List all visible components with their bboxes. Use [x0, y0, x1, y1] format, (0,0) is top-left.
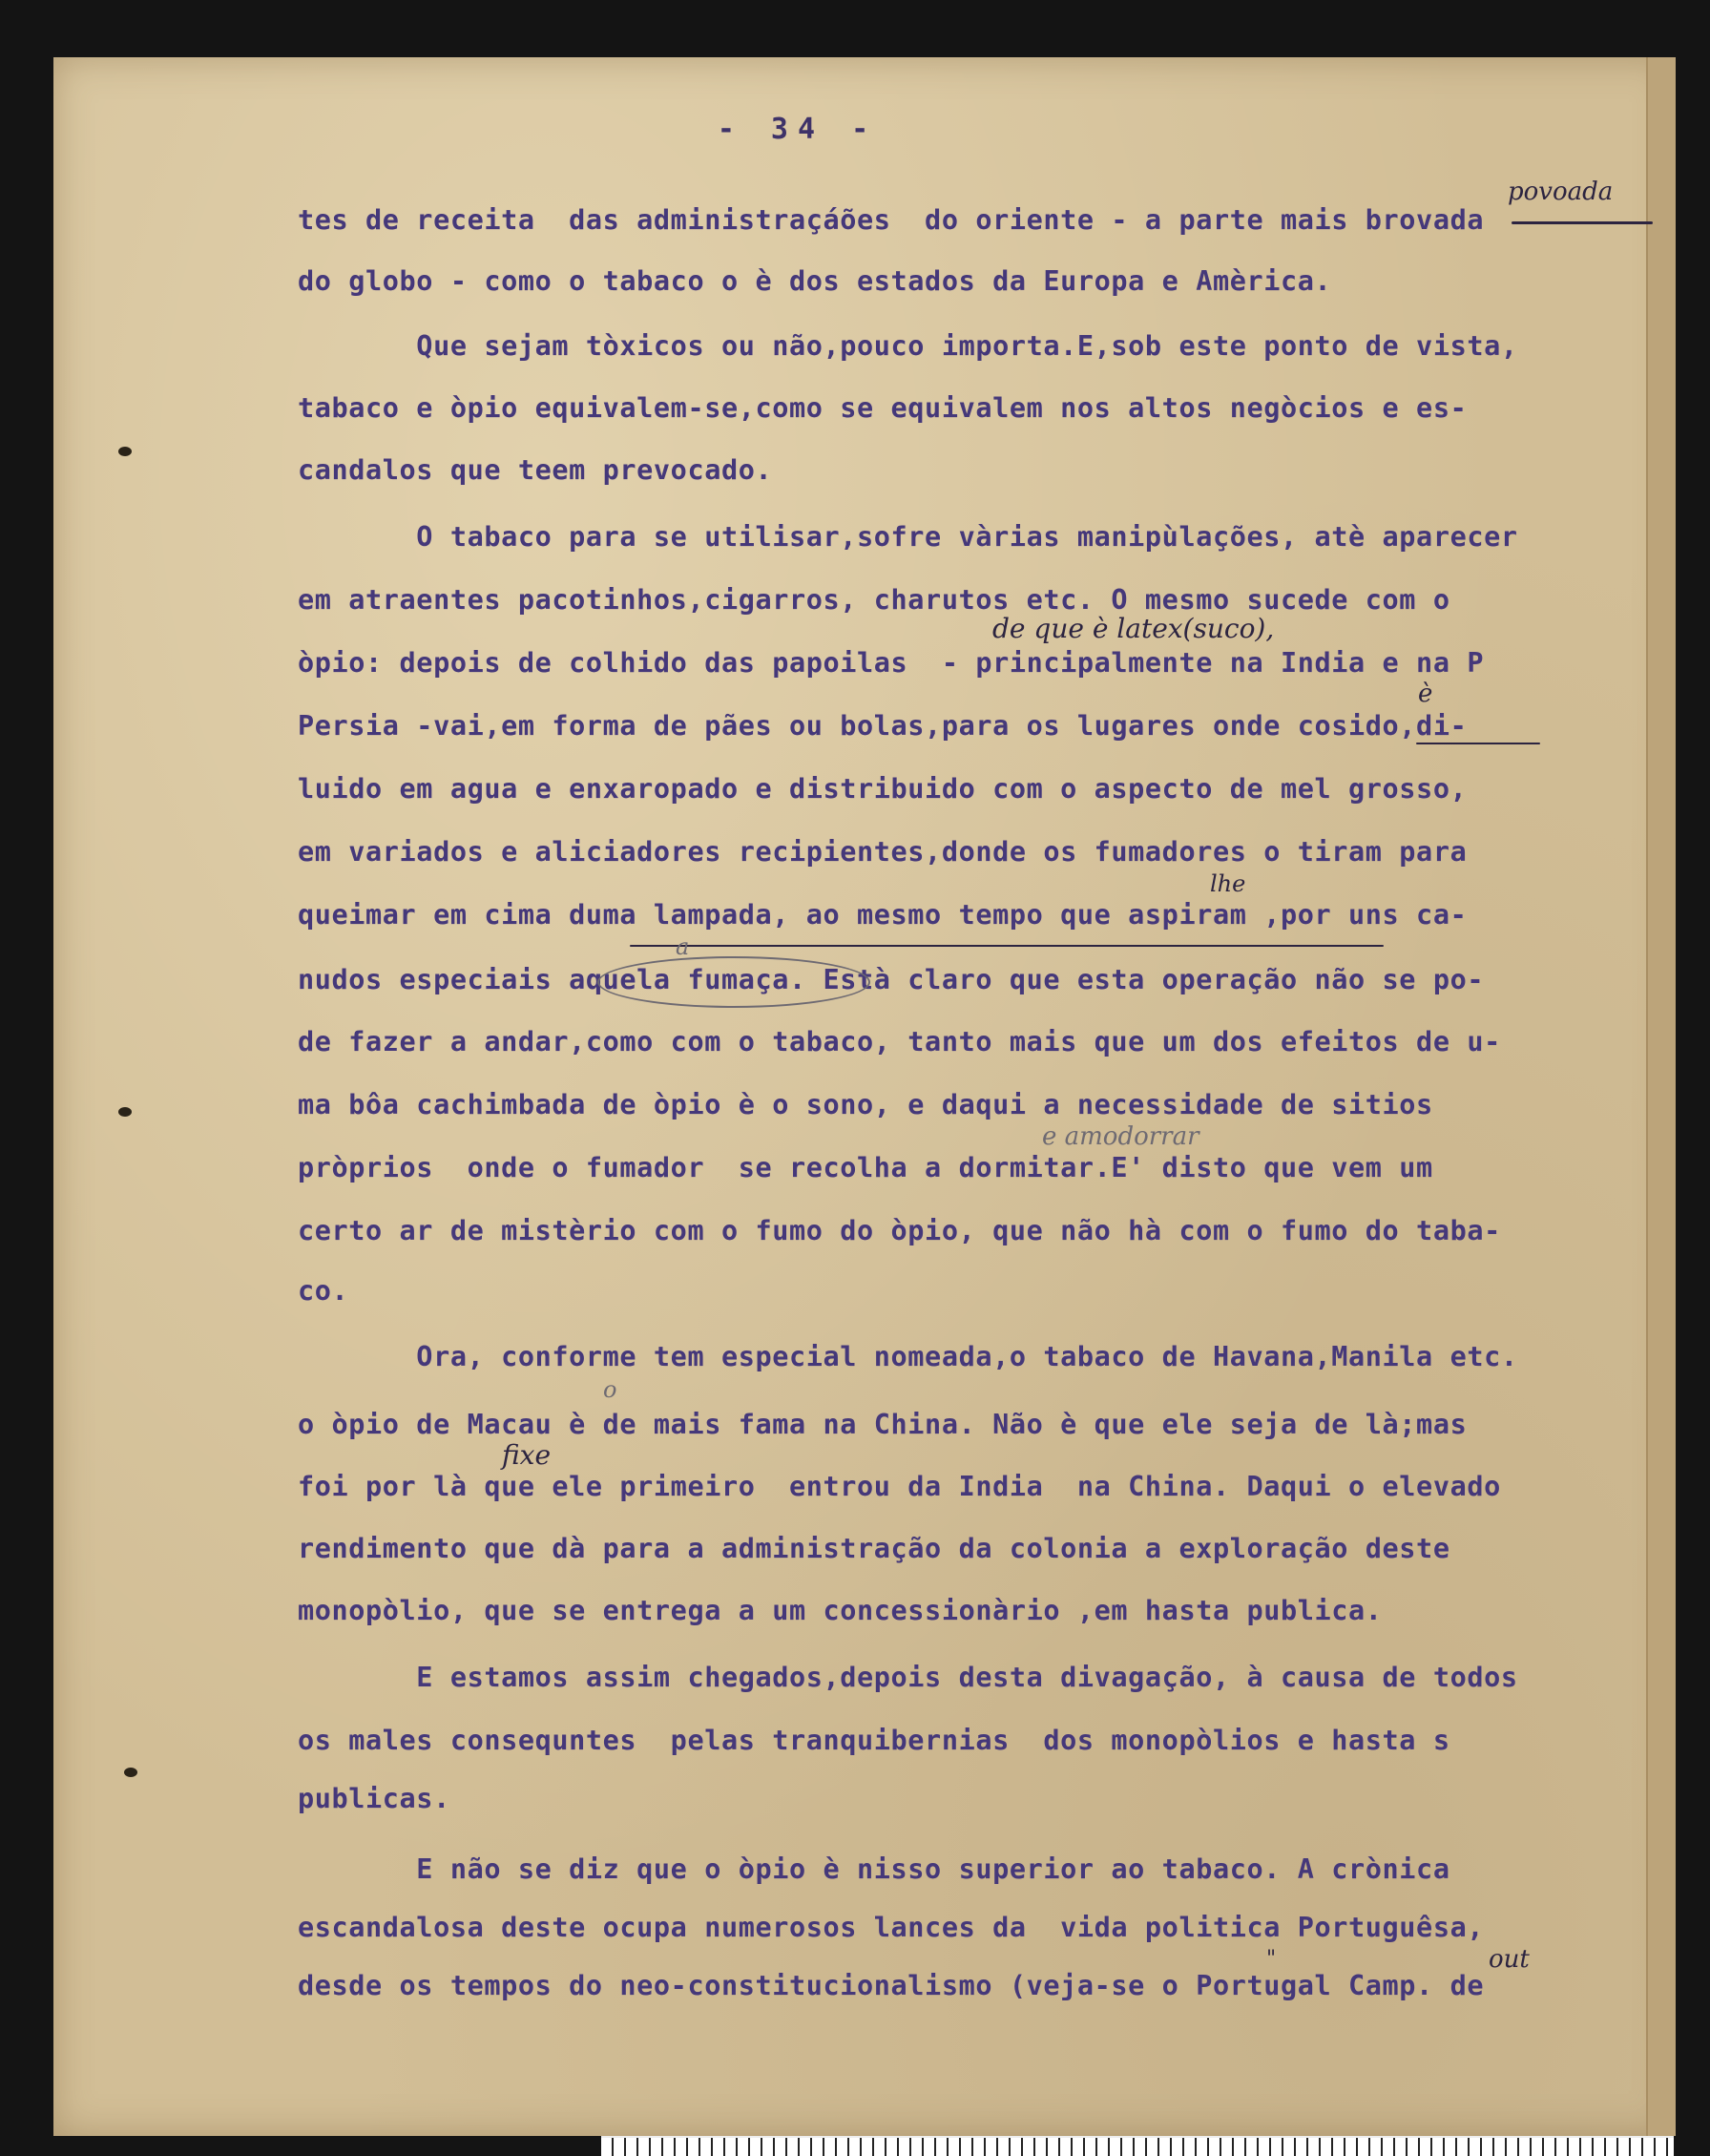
annotation-e-accent: è	[1418, 680, 1433, 708]
annotation-a: a	[676, 933, 690, 960]
text-line-26: publicas.	[298, 1783, 450, 1814]
punch-hole	[118, 447, 132, 456]
text-line-10: luido em agua e enxaropado e distribuido com o aspecto de mel grosso,	[298, 773, 1468, 805]
annotation-povoada: povoada	[1508, 178, 1614, 206]
annotation-o: o	[603, 1376, 617, 1403]
text-line-14: de fazer a andar,como com o tabaco, tanto mais que um dos efeitos de u-	[298, 1026, 1501, 1057]
text-line-12: queimar em cima duma lampada, ao mesmo tempo que aspiram ,por uns ca-	[298, 899, 1468, 931]
text-line-9: Persia -vai,em forma de pães ou bolas,para os lugares onde cosido,di-	[298, 710, 1468, 742]
text-line-21: foi por là que ele primeiro entrou da India na China. Daqui o elevado	[298, 1471, 1501, 1502]
text-line-27: E não se diz que o òpio è nisso superior ao tabaco. A crònica	[298, 1853, 1450, 1885]
text-line-18: co.	[298, 1275, 349, 1307]
text-line-28: escandalosa deste ocupa numerosos lances da vida politica Portuguêsa,	[298, 1912, 1485, 1943]
text-line-4: tabaco e òpio equivalem-se,como se equivalem nos altos negòcios e es-	[298, 392, 1468, 424]
text-line-2: do globo - como o tabaco o è dos estados da Europa e Amèrica.	[298, 265, 1332, 297]
punch-hole	[118, 1107, 132, 1117]
scale-ruler	[601, 2136, 1674, 2156]
annotation-out: out	[1489, 1945, 1530, 1974]
underline-cosido	[1416, 743, 1540, 744]
page-edge	[1646, 57, 1676, 2136]
annotation-fixed: fixe	[502, 1439, 552, 1471]
text-line-29: desde os tempos do neo-constitucionalismo (veja-se o Portugal Camp. de	[298, 1970, 1485, 2001]
annotation-lhe: lhe	[1210, 870, 1246, 897]
annotation-amodorrar: e amodorrar	[1042, 1122, 1199, 1151]
text-line-8: òpio: depois de colhido das papoilas - principalmente na India e na P	[298, 647, 1485, 679]
text-line-23: monopòlio, que se entrega a um concessionàrio ,em hasta publica.	[298, 1595, 1383, 1626]
annotation-latex: de que è latex(suco),	[992, 613, 1275, 644]
text-line-16: pròprios onde o fumador se recolha a dormitar.E' disto que vem um	[298, 1152, 1433, 1183]
text-line-6: O tabaco para se utilisar,sofre vàrias manipùlações, atè aparecer	[298, 521, 1518, 553]
underline-queimar	[630, 945, 1384, 947]
text-line-19: Ora, conforme tem especial nomeada,o tabaco de Havana,Manila etc.	[298, 1341, 1518, 1372]
text-line-22: rendimento que dà para a administração da colonia a exploração deste	[298, 1533, 1450, 1564]
text-line-15: ma bôa cachimbada de òpio è o sono, e daqui a necessidade de sitios	[298, 1089, 1433, 1120]
circled-aquela-fumaca	[597, 956, 870, 1008]
text-line-24: E estamos assim chegados,depois desta divagação, à causa de todos	[298, 1662, 1518, 1693]
text-line-25: os males consequntes pelas tranquibernias dos monopòlios e hasta s	[298, 1725, 1450, 1756]
text-line-1: tes de receita das administraçáões do oriente - a parte mais brovada	[298, 204, 1485, 236]
text-line-17: certo ar de mistèrio com o fumo do òpio, que não hà com o fumo do taba-	[298, 1215, 1501, 1246]
text-line-20: o òpio de Macau è de mais fama na China. Não è que ele seja de là;mas	[298, 1409, 1468, 1440]
text-line-13: nudos especiais aquela fumaça. Està claro que esta operação não se po-	[298, 964, 1485, 995]
text-line-11: em variados e aliciadores recipientes,donde os fumadores o tiram para	[298, 836, 1468, 868]
text-line-5: candalos que teem prevocado.	[298, 454, 773, 486]
punch-hole	[124, 1768, 137, 1777]
strikethrough-brovada	[1512, 221, 1653, 224]
annotation-ditto: "	[1266, 1947, 1277, 1971]
page-number: - 34 -	[717, 113, 879, 146]
text-line-3: Que sejam tòxicos ou não,pouco importa.E,sob este ponto de vista,	[298, 330, 1518, 362]
text-line-7: em atraentes pacotinhos,cigarros, charutos etc. O mesmo sucede com o	[298, 584, 1450, 616]
